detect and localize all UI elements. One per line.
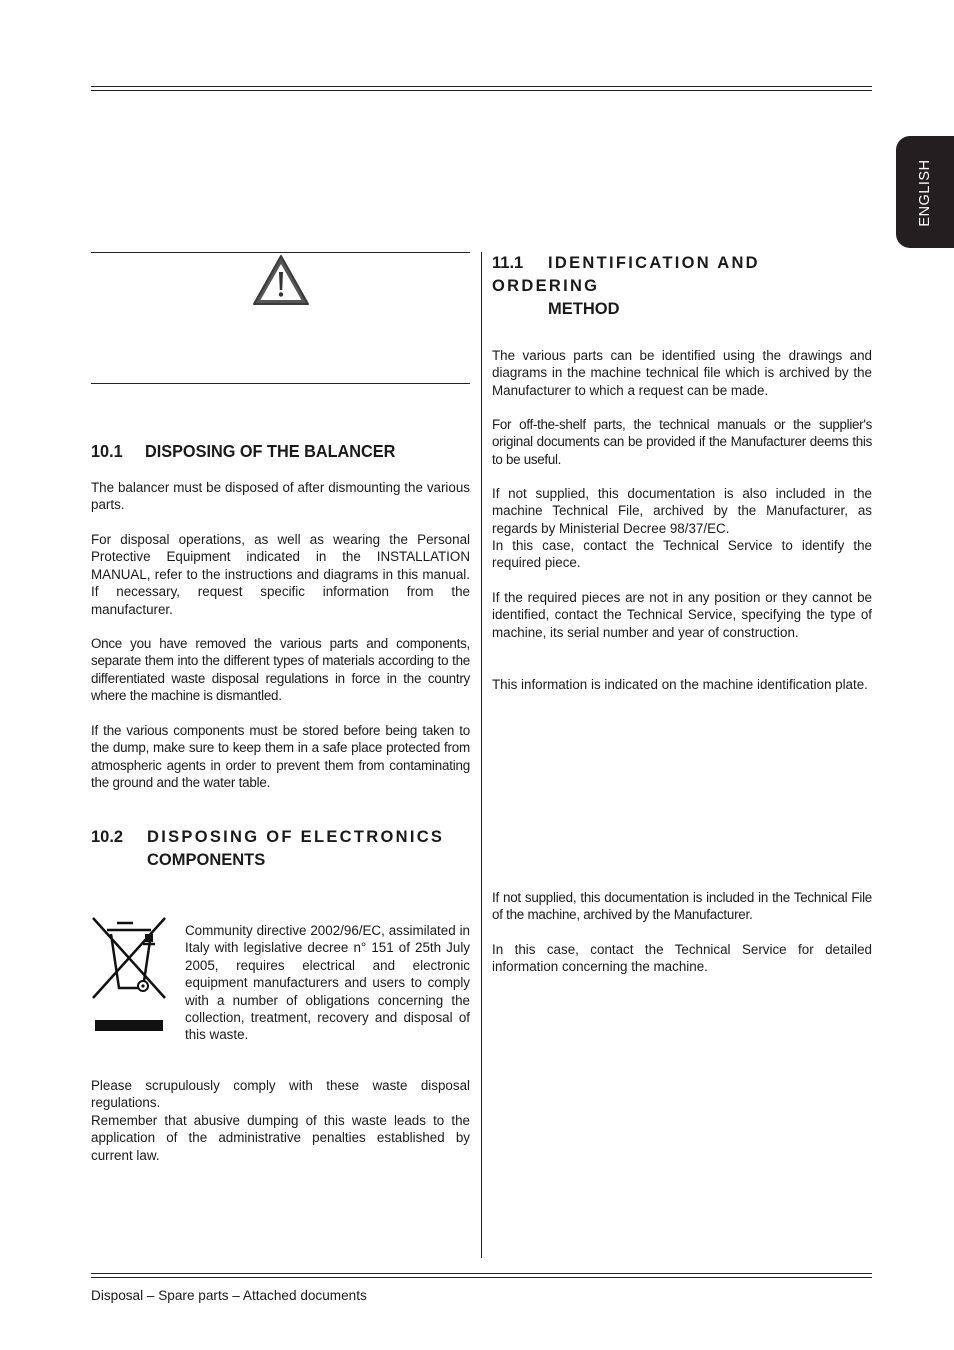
footer-rule-top [91,1273,872,1274]
warning-triangle-icon [252,254,310,306]
section-10-2-heading [91,826,470,872]
language-tab [896,136,954,248]
crossed-out-wheelie-bin-icon [89,914,169,1034]
paragraph: Remember that abusive dumping of this waste leads to the application of the administrative penalties established by current law. [91,1113,470,1163]
paragraph: In this case, contact the Technical Service for detailed information concerning the machine. [492,942,872,975]
section-number: 10.2 [91,828,124,846]
language-tab-label: ENGLISH [917,159,933,227]
header-rule-top [91,86,872,87]
paragraph: If not supplied, this documentation is included in the Technical File of the machine, archived by the Manufacturer. [492,890,872,923]
directive-paragraph: Community directive 2002/96/EC, assimilated in Italy with legislative decree n° 151 of 25th July 2005, requires electrical and electronic equipment manufacturers and users to comply with a number of obligations concerning the collection, treatment, recovery and disposal of this waste. [185,923,470,1043]
section-number: 10.1 [91,441,123,461]
paragraph: Please scrupulously comply with these waste disposal regulations. [91,1078,470,1111]
section-title-line2: METHOD [548,300,620,318]
column-divider [481,252,482,1258]
footer-text: Disposal – Spare parts – Attached documents [91,1288,367,1303]
paragraph: For disposal operations, as well as wearing the Personal Protective Equipment indicated in the INSTALLATION MANUAL, refer to the instructions and diagrams in this manual. If necessary, request specific information from the manufacturer. [91,532,470,617]
section-title-line2: COMPONENTS [147,851,266,869]
section-11-1-heading [492,252,872,321]
paragraph: If not supplied, this documentation is also included in the machine Technical File, archived by the Manufacturer, as regards by Ministerial Decree 98/37/EC. [492,486,872,536]
paragraph: This information is indicated on the machine identification plate. [492,677,868,692]
header-rule-bottom [91,90,872,91]
paragraph: The balancer must be disposed of after dismounting the various parts. [91,480,470,513]
paragraph: The various parts can be identified using the drawings and diagrams in the machine technical file which is archived by the Manufacturer to which a request can be made. [492,348,872,398]
paragraph: In this case, contact the Technical Service to identify the required piece. [492,538,872,571]
paragraph: For off-the-shelf parts, the technical manuals or the supplier's original documents can be provided if the Manufacturer deems this to be useful. [492,417,872,467]
paragraph: Once you have removed the various parts and components, separate them into the different types of materials according to the differentiated waste disposal regulations in force in the country where the machine is dismantled. [91,636,470,704]
section-title-line1: IDENTIFICATION AND ORDERING [492,254,760,295]
warning-box-bottom-rule [91,383,470,384]
section-10-1-heading [91,440,482,463]
paragraph: If the various components must be stored before being taken to the dump, make sure to keep them in a safe place protected from atmospheric agents in order to prevent them from contaminating the ground and the water table. [91,723,470,791]
section-title: DISPOSING OF THE BALANCER [144,441,396,461]
warning-box-top-rule [91,252,470,253]
footer-rule-bottom [91,1277,872,1278]
paragraph: If the required pieces are not in any position or they cannot be identified, contact the Technical Service, specifying the type of machine, its serial number and year of construction. [492,590,872,640]
section-title-line1: DISPOSING OF ELECTRONICS [147,828,445,846]
section-number: 11.1 [492,254,524,272]
